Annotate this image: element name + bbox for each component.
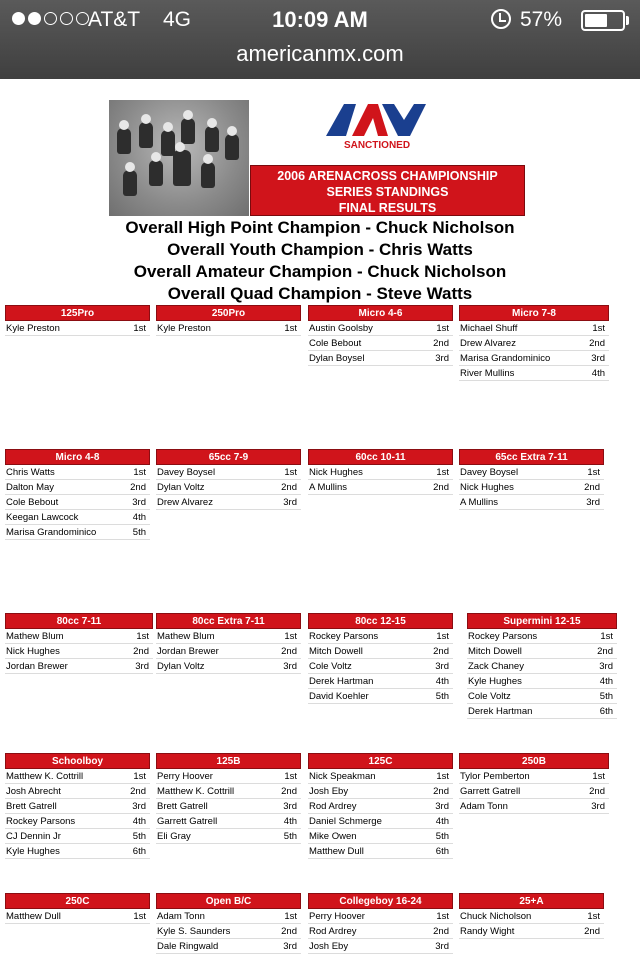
battery-icon [581,10,625,31]
rider-name: Kyle Hughes [6,846,60,857]
rider-name: Mike Owen [309,831,357,842]
rider-name: Eli Gray [157,831,191,842]
finish-place: 1st [284,631,297,642]
class-standings-box [156,305,301,336]
rider-name: Dalton May [6,482,55,493]
rider-name: Perry Hoover [309,911,365,922]
finish-place: 3rd [586,497,600,508]
finish-place: 3rd [591,801,605,812]
rider-name: Matthew Dull [6,911,61,922]
status-bar [0,0,640,40]
finish-place: 5th [283,831,297,842]
finish-place: 3rd [135,661,149,672]
class-title: 65cc Extra 7-11 [459,449,604,465]
standing-row [156,909,301,924]
finish-place: 1st [133,323,146,334]
finish-place: 4th [435,816,449,827]
class-standings-box [459,449,604,510]
standing-row [308,351,453,366]
rider-name: Randy Wight [460,926,515,937]
finish-place: 2nd [433,926,449,937]
rider-name: Cole Bebout [309,338,362,349]
rider-name: Dylan Voltz [157,661,205,672]
rider-name: Nick Hughes [309,467,363,478]
finish-place: 4th [599,676,613,687]
finish-place: 1st [136,631,149,642]
class-standings-box [308,753,453,859]
finish-place: 2nd [281,482,297,493]
rider-name: Adam Tonn [157,911,205,922]
class-standings-box [156,893,301,954]
finish-place: 5th [435,831,449,842]
rider-name: Rockey Parsons [468,631,538,642]
class-title: Micro 7-8 [459,305,609,321]
rider-name: Marisa Grandominico [460,353,551,364]
standing-row [156,924,301,939]
rider-name: Dylan Voltz [157,482,205,493]
rider-name: Perry Hoover [157,771,213,782]
standing-row [459,909,604,924]
standing-row [308,629,453,644]
rider-name: Garrett Gatrell [157,816,218,827]
rider-name: Derek Hartman [468,706,533,717]
rider-name: Drew Alvarez [460,338,516,349]
network-type-label: 4G [163,8,192,31]
finish-place: 3rd [599,661,613,672]
rider-name: Mitch Dowell [468,646,522,657]
rider-name: Nick Speakman [309,771,376,782]
finish-place: 2nd [584,926,600,937]
address-bar-url[interactable]: americanmx.com [236,41,404,66]
finish-place: 1st [133,911,146,922]
standing-row [5,644,153,659]
finish-place: 1st [436,911,449,922]
finish-place: 1st [592,771,605,782]
rider-name: Davey Boysel [157,467,216,478]
rider-name: Jordan Brewer [157,646,219,657]
standing-row [308,909,453,924]
rider-name: Mitch Dowell [309,646,363,657]
standing-row [459,480,604,495]
standing-row [308,674,453,689]
class-standings-box [156,449,301,510]
rider-name: Nick Hughes [460,482,514,493]
finish-place: 5th [435,691,449,702]
rider-name: Cole Bebout [6,497,59,508]
rider-name: Matthew K. Cottrill [6,771,84,782]
class-title: 125C [308,753,453,769]
carrier-label: AT&T [88,8,141,31]
standing-row [308,659,453,674]
standing-row [156,784,301,799]
rider-name: CJ Dennin Jr [6,831,61,842]
standing-row [308,784,453,799]
rider-name: Rockey Parsons [6,816,76,827]
battery-nub [626,16,629,25]
finish-place: 2nd [589,786,605,797]
high-point-champion: Overall High Point Champion - Chuck Nicholson [125,218,515,237]
finish-place: 2nd [433,786,449,797]
standing-row [308,799,453,814]
finish-place: 4th [283,816,297,827]
standing-row [308,814,453,829]
rider-name: Brett Gatrell [157,801,208,812]
finish-place: 2nd [133,646,149,657]
class-title: 65cc 7-9 [156,449,301,465]
alarm-clock-icon [491,9,511,29]
class-title: 125B [156,753,301,769]
class-standings-box [459,305,609,381]
standing-row [459,336,609,351]
rider-name: Dale Ringwald [157,941,219,952]
rider-name: Michael Shuff [460,323,518,334]
class-title: Collegeboy 16-24 [308,893,453,909]
rider-name: Derek Hartman [309,676,374,687]
rider-name: Chris Watts [6,467,55,478]
finish-place: 1st [436,467,449,478]
standing-row [5,659,153,674]
standing-row [5,480,150,495]
class-standings-box [308,305,453,366]
class-standings-box [308,449,453,495]
class-standings-box [459,893,604,939]
rider-name: Rod Ardrey [309,926,357,937]
finish-place: 1st [587,911,600,922]
standing-row [5,629,153,644]
class-title: 250Pro [156,305,301,321]
standing-row [467,689,617,704]
class-standings-box [308,613,453,704]
rider-name: Adam Tonn [460,801,508,812]
finish-place: 2nd [589,338,605,349]
finish-place: 1st [600,631,613,642]
standing-row [308,844,453,859]
class-standings-box [308,893,453,954]
rider-name: A Mullins [460,497,499,508]
standing-row [5,510,150,525]
standing-row [459,769,609,784]
standings-banner [250,165,525,216]
class-title: Micro 4-6 [308,305,453,321]
rider-name: Mathew Blum [6,631,64,642]
finish-place: 3rd [132,497,146,508]
finish-place: 3rd [591,353,605,364]
rider-name: Mathew Blum [157,631,215,642]
rider-name: Marisa Grandominico [6,527,97,538]
finish-place: 3rd [283,941,297,952]
standing-row [308,480,453,495]
finish-place: 2nd [281,786,297,797]
standing-row [459,465,604,480]
finish-place: 2nd [281,926,297,937]
finish-place: 1st [284,911,297,922]
finish-place: 1st [284,467,297,478]
standing-row [5,465,150,480]
class-standings-box [5,753,150,859]
finish-place: 3rd [435,941,449,952]
class-standings-box [156,753,301,844]
standing-row [156,480,301,495]
finish-place: 6th [435,846,449,857]
rider-name: Nick Hughes [6,646,60,657]
standing-row [308,321,453,336]
class-title: 250B [459,753,609,769]
rider-name: Josh Abrecht [6,786,61,797]
battery-level [585,14,607,27]
finish-place: 1st [133,771,146,782]
rider-name: Davey Boysel [460,467,519,478]
standing-row [467,629,617,644]
finish-place: 1st [436,771,449,782]
rider-name: Josh Eby [309,941,349,952]
class-title: 80cc 7-11 [5,613,153,629]
ios-status-and-address-bar [0,0,640,79]
standing-row [156,769,301,784]
finish-place: 1st [587,467,600,478]
standing-row [5,909,150,924]
standing-row [467,644,617,659]
banner-line: SERIES STANDINGS [326,185,449,199]
standing-row [459,924,604,939]
finish-place: 1st [436,323,449,334]
rider-name: Rod Ardrey [309,801,357,812]
standing-row [308,829,453,844]
finish-place: 4th [435,676,449,687]
standing-row [156,829,301,844]
class-title: Open B/C [156,893,301,909]
clock: 10:09 AM [272,7,368,32]
finish-place: 2nd [130,482,146,493]
banner-line: 2006 ARENACROSS CHAMPIONSHIP [277,169,498,183]
finish-place: 2nd [584,482,600,493]
finish-place: 3rd [283,497,297,508]
logo-sub-text: SANCTIONED [343,140,411,151]
finish-place: 2nd [433,646,449,657]
standing-row [308,465,453,480]
rider-name: Josh Eby [309,786,349,797]
rider-name: Daniel Schmerge [309,816,382,827]
finish-place: 5th [132,527,146,538]
battery-percent: 57% [520,8,563,31]
class-title: 80cc Extra 7-11 [156,613,301,629]
rider-name: River Mullins [460,368,515,379]
finish-place: 2nd [597,646,613,657]
class-standings-box [459,753,609,814]
standing-row [156,465,301,480]
standing-row [467,674,617,689]
standing-row [308,336,453,351]
finish-place: 2nd [281,646,297,657]
class-title: 60cc 10-11 [308,449,453,465]
standing-row [5,525,150,540]
rider-name: Keegan Lawcock [6,512,79,523]
standing-row [308,939,453,954]
class-standings-box [5,305,150,336]
standing-row [156,799,301,814]
standing-row [156,495,301,510]
finish-place: 1st [133,467,146,478]
finish-place: 5th [599,691,613,702]
standing-row [5,784,150,799]
rider-name: Kyle Preston [6,323,60,334]
rider-name: Drew Alvarez [157,497,213,508]
rider-name: Tylor Pemberton [460,771,530,782]
class-standings-box [5,893,150,924]
standing-row [459,321,609,336]
motocross-riders-photo [109,100,249,216]
banner-line: FINAL RESULTS [338,201,437,215]
standing-row [308,924,453,939]
finish-place: 2nd [130,786,146,797]
class-title: 25+A [459,893,604,909]
standing-row [5,769,150,784]
standing-row [308,644,453,659]
rider-name: Matthew K. Cottrill [157,786,235,797]
class-title: 80cc 12-15 [308,613,453,629]
standing-row [459,799,609,814]
finish-place: 4th [132,816,146,827]
standing-row [467,659,617,674]
ama-sanctioned-logo [322,100,432,152]
standing-row [459,366,609,381]
standing-row [156,659,301,674]
finish-place: 3rd [283,661,297,672]
rider-name: Brett Gatrell [6,801,57,812]
finish-place: 3rd [132,801,146,812]
finish-place: 3rd [283,801,297,812]
class-standings-box [467,613,617,719]
standing-row [459,351,609,366]
standing-row [156,629,301,644]
class-title: Micro 4-8 [5,449,150,465]
rider-name: Rockey Parsons [309,631,379,642]
standing-row [459,784,609,799]
standing-row [5,844,150,859]
class-title: Schoolboy [5,753,150,769]
rider-name: Kyle S. Saunders [157,926,231,937]
finish-place: 1st [284,771,297,782]
rider-name: Cole Voltz [309,661,352,672]
rider-name: Jordan Brewer [6,661,68,672]
standing-row [5,495,150,510]
finish-place: 3rd [435,353,449,364]
amateur-champion: Overall Amateur Champion - Chuck Nicholson [133,262,507,281]
rider-name: Kyle Hughes [468,676,522,687]
finish-place: 6th [132,846,146,857]
finish-place: 3rd [435,801,449,812]
finish-place: 4th [132,512,146,523]
quad-champion: Overall Quad Champion - Steve Watts [167,284,473,303]
class-title: 250C [5,893,150,909]
finish-place: 1st [284,323,297,334]
standing-row [156,644,301,659]
finish-place: 3rd [435,661,449,672]
rider-name: A Mullins [309,482,348,493]
finish-place: 2nd [433,482,449,493]
rider-name: Kyle Preston [157,323,211,334]
standing-row [156,321,301,336]
finish-place: 5th [132,831,146,842]
standing-row [5,321,150,336]
standing-row [467,704,617,719]
rider-name: Matthew Dull [309,846,364,857]
rider-name: Garrett Gatrell [460,786,521,797]
rider-name: Austin Goolsby [309,323,373,334]
standing-row [308,689,453,704]
standing-row [156,939,301,954]
class-title: 125Pro [5,305,150,321]
class-standings-box [5,449,150,540]
standing-row [459,495,604,510]
rider-name: Dylan Boysel [309,353,365,364]
finish-place: 1st [436,631,449,642]
class-standings-box [156,613,301,674]
rider-name: Zack Chaney [468,661,524,672]
standing-row [5,799,150,814]
finish-place: 1st [592,323,605,334]
class-standings-box [5,613,153,674]
standing-row [308,769,453,784]
finish-place: 6th [599,706,613,717]
standing-row [5,829,150,844]
standing-row [5,814,150,829]
finish-place: 2nd [433,338,449,349]
standing-row [156,814,301,829]
finish-place: 4th [591,368,605,379]
youth-champion: Overall Youth Champion - Chris Watts [167,240,473,259]
rider-name: Cole Voltz [468,691,511,702]
rider-name: David Koehler [309,691,369,702]
rider-name: Chuck Nicholson [460,911,532,922]
class-title: Supermini 12-15 [467,613,617,629]
